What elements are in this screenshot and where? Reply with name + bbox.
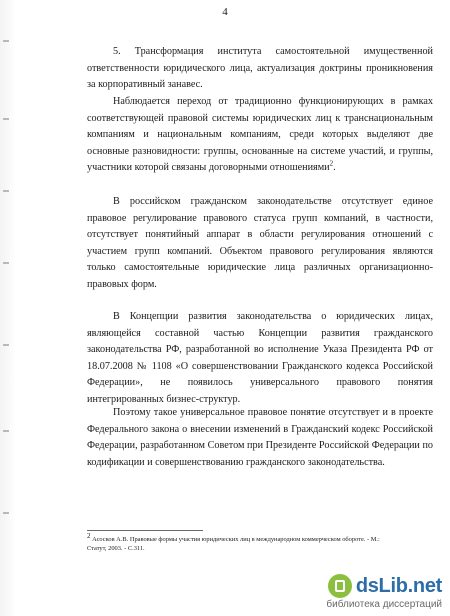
scan-edge-mark [3,118,9,120]
paragraph-5 [87,405,433,471]
paragraph-4 [87,309,433,409]
footnote-divider [87,530,203,531]
scan-edge-mark [3,430,9,432]
footnote [87,531,387,553]
footnote-text: Асосков А.В. Правовые формы участия юридических лиц в международном коммерческом обороте. - М.: Статут, 2003. - С.311. [87,536,380,552]
watermark-tagline: библиотека диссертаций [326,599,442,610]
scan-edge-mark [3,262,9,264]
book-icon [328,574,352,598]
page-number: 4 [222,6,228,18]
watermark-logo [326,574,442,598]
watermark[interactable] [326,574,442,610]
watermark-brand: dsLib.net [355,574,442,597]
scan-edge-mark [3,40,9,42]
paragraph-5-text: Поэтому такое универсальное правовое понятие отсутствует и в проекте Федерального закона о внесении изменений в Гражданский кодекс Российской Федерации, разработанном Советом при Президенте Российской Федерации по кодификации и совершенствованию гражданского законодательства. [87,407,433,468]
paragraph-2-end: . [333,162,336,174]
scan-edge-mark [3,190,9,192]
paragraph-3 [87,194,433,294]
paragraph-2 [87,94,433,177]
paragraph-3-text: В российском гражданском законодательстве отсутствует единое правовое регулирование правового статуса групп компаний, в частности, отсутствует понятийный аппарат в области регулирования отношений с участием групп компаний. Объектом правового регулирования являются только самостоятельные юридические лица различных организационно-правовых форм. [87,196,433,290]
paragraph-2-text: Наблюдается переход от традиционно функционирующих в рамках соответствующей правовой системы юридических лиц к транснациональным компаниям и национальным компаниям, среди которых выделяют две основные разновидности: группы, основанные на системе участий, и группы, участники которой связаны договорными отношениями [87,96,433,174]
scan-edge-mark [3,512,9,514]
footnote-number: 2 [87,531,91,540]
paragraph-1 [87,44,433,94]
paragraph-4-text: В Концепции развития законодательства о юридических лицах, являющейся составной частью Концепции развития гражданского законодательства РФ, разработанной во исполнение Указа Президента РФ от 18.07.2008 № 1108 «О совершенствовании Гражданского кодекса Российской Федерации», не появилось универсального правового понятия интегрированных бизнес-структур. [87,311,433,405]
scan-left-edge [0,0,16,616]
paragraph-1-text: 5. Трансформация института самостоятельной имущественной ответственности юридического лица, актуализация доктрины проникновения за корпоративный занавес. [87,46,433,91]
footnote-reference[interactable]: 2 [329,159,334,168]
scan-edge-mark [3,344,9,346]
